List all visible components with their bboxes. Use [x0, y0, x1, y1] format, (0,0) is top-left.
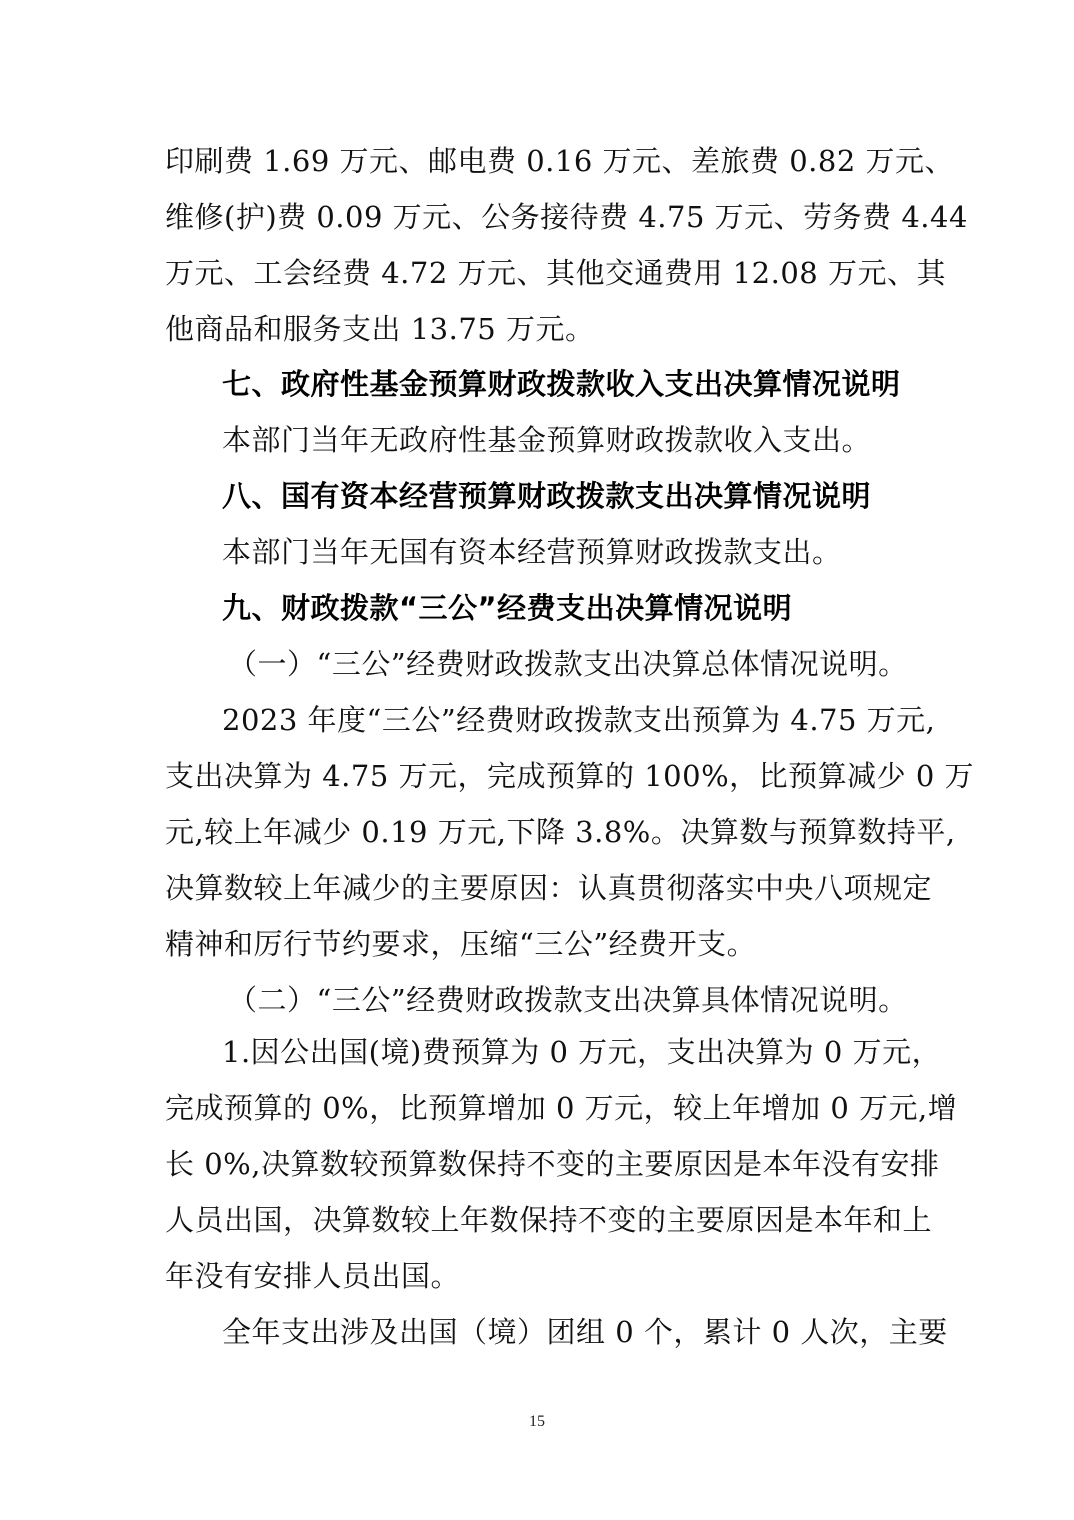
paragraph-line: 2023 年度“三公”经费财政拨款支出预算为 4.75 万元,	[222, 703, 936, 737]
subsection-heading: （一）“三公”经费财政拨款支出决算总体情况说明。	[228, 647, 908, 681]
paragraph-line: 长 0%,决算数较预算数保持不变的主要原因是本年没有安排	[165, 1147, 940, 1181]
paragraph-line: 本部门当年无国有资本经营预算财政拨款支出。	[222, 535, 842, 569]
paragraph-line: 支出决算为 4.75 万元，完成预算的 100%，比预算减少 0 万	[165, 759, 975, 793]
page-number: 15	[529, 1413, 545, 1430]
paragraph-line: 人员出国，决算数较上年数保持不变的主要原因是本年和上	[165, 1203, 933, 1237]
paragraph-line: 完成预算的 0%，比预算增加 0 万元，较上年增加 0 万元,增	[165, 1091, 958, 1125]
paragraph-line: 1.因公出国(境)费预算为 0 万元，支出决算为 0 万元，	[222, 1035, 942, 1069]
paragraph-line: 决算数较上年减少的主要原因：认真贯彻落实中央八项规定	[165, 871, 933, 905]
paragraph-line: 万元、工会经费 4.72 万元、其他交通费用 12.08 万元、其	[165, 256, 946, 290]
paragraph-line: 全年支出涉及出国（境）团组 0 个，累计 0 人次，主要	[222, 1315, 948, 1349]
paragraph-line: 印刷费 1.69 万元、邮电费 0.16 万元、差旅费 0.82 万元、	[165, 144, 955, 178]
paragraph-line: 本部门当年无政府性基金预算财政拨款收入支出。	[222, 423, 872, 457]
section-heading-9: 九、财政拨款“三公”经费支出决算情况说明	[222, 591, 793, 625]
paragraph-line: 年没有安排人员出国。	[165, 1259, 461, 1293]
section-heading-8: 八、国有资本经营预算财政拨款支出决算情况说明	[222, 479, 872, 513]
subsection-heading: （二）“三公”经费财政拨款支出决算具体情况说明。	[228, 983, 908, 1017]
paragraph-line: 元,较上年减少 0.19 万元,下降 3.8%。决算数与预算数持平,	[165, 815, 956, 849]
section-heading-7: 七、政府性基金预算财政拨款收入支出决算情况说明	[222, 367, 901, 401]
paragraph-line: 精神和厉行节约要求，压缩“三公”经费开支。	[165, 927, 757, 961]
paragraph-line: 他商品和服务支出 13.75 万元。	[165, 312, 595, 346]
paragraph-line: 维修(护)费 0.09 万元、公务接待费 4.75 万元、劳务费 4.44	[165, 200, 968, 234]
